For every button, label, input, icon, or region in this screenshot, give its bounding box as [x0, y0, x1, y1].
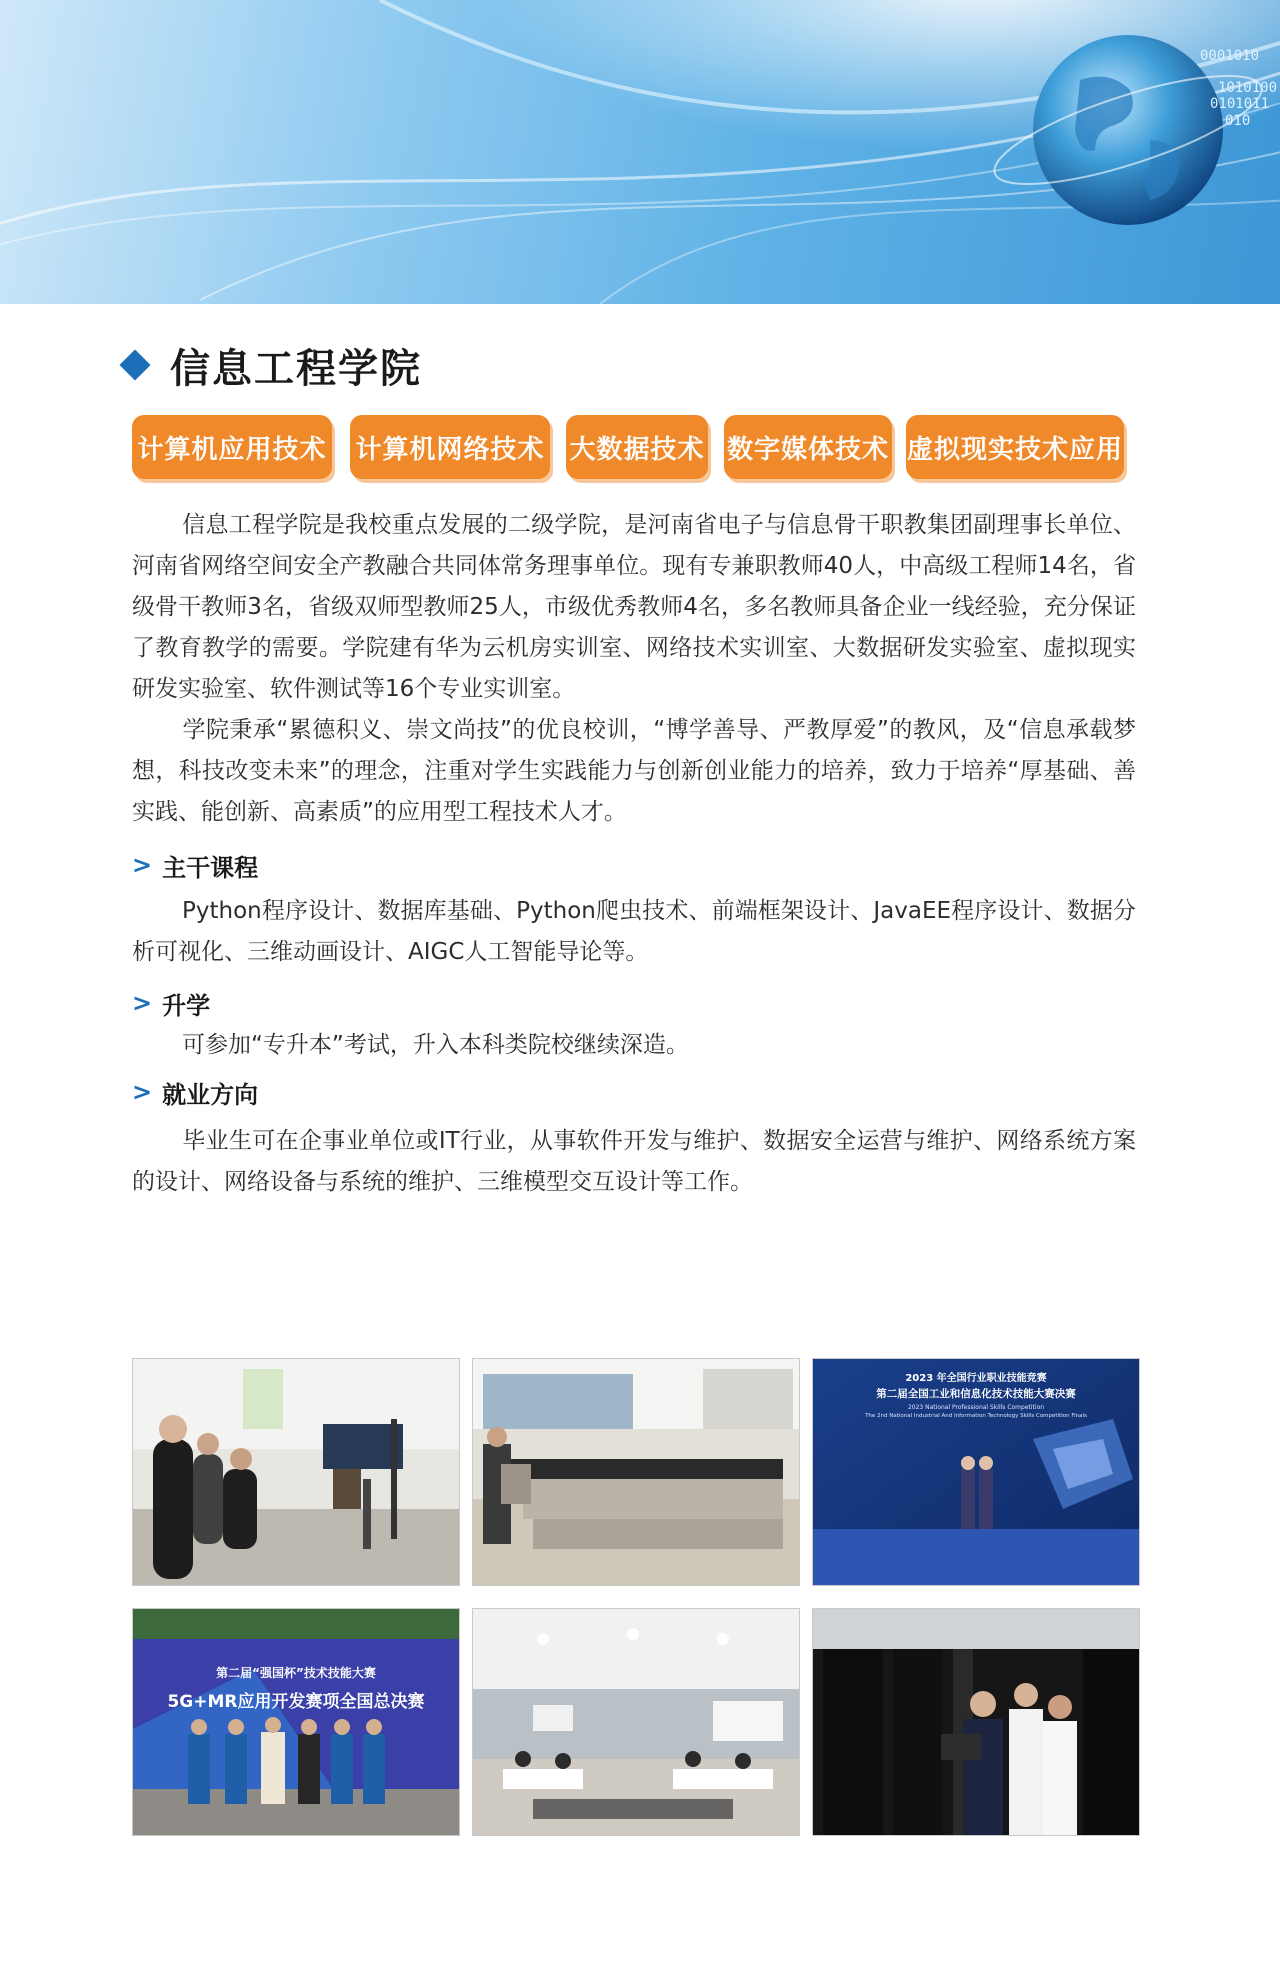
page-title-row — [124, 335, 422, 395]
diamond-bullet-icon — [119, 349, 150, 380]
section-heading-text: 就业方向 — [162, 1080, 259, 1109]
section-heading-further-study — [132, 986, 210, 1020]
majors-list — [0, 415, 1280, 481]
major-badge: 虚拟现实技术应用 — [906, 415, 1124, 479]
banner-text: 5G+MR应用开发赛项全国总决赛 — [167, 1692, 425, 1712]
intro-text: 信息工程学院是我校重点发展的二级学院，是河南省电子与信息骨干职教集团副理事长单位、河南省网络空间安全产教融合共同体常务理事单位。现有专兼职教师40人，中高级工程师14名，省级骨干教师3名，省级双师型教师25人，市级优秀教师4名，多名教师具备企业一线经验，充分保证了教育教学的需要。学院建有华为云机房实训室、网络技术实训室、大数据研发实验室、虚拟现实研发实验室、软件测试等16个专业实训室。 — [132, 512, 1136, 702]
chevron-right-icon: > — [132, 989, 153, 1017]
career-paragraph — [132, 1121, 1136, 1203]
chevron-right-icon: > — [132, 1078, 153, 1106]
intro-text: 学院秉承“累德积义、崇文尚技”的优良校训，“博学善导、严教厚爱”的教风，及“信息承载梦想，科技改变未来”的理念，注重对学生实践能力与创新创业能力的培养，致力于培养“厚基础、善实践、能创新、高素质”的应用型工程技术人才。 — [132, 717, 1136, 825]
banner-binary-text: 010 — [1225, 113, 1251, 129]
section-heading-career — [132, 1075, 258, 1109]
banner-binary-text: 1010100 — [1218, 80, 1278, 96]
photo-vr-demo — [132, 1358, 460, 1586]
photo-competition-stage — [812, 1358, 1140, 1586]
major-badge: 计算机应用技术 — [132, 415, 332, 479]
career-text: 毕业生可在企事业单位或IT行业，从事软件开发与维护、数据安全运营与维护、网络系统方案的设计、网络设备与系统的维护、三维模型交互设计等工作。 — [132, 1128, 1136, 1195]
photo-server-room — [812, 1608, 1140, 1836]
stage-banner-text: 2023 National Professional Skills Competition — [907, 1404, 1045, 1411]
further-study-text: 可参加“专升本”考试，升入本科类院校继续深造。 — [182, 1032, 689, 1058]
section-heading-text: 主干课程 — [162, 853, 259, 882]
stage-banner-text: The 2nd National Industrial And Information Technology Skills Competition Finals — [865, 1413, 1087, 1419]
stage-banner-text: 第二届全国工业和信息化技术技能大赛决赛 — [876, 1388, 1076, 1400]
photo-computer-lab — [472, 1358, 800, 1586]
globe-banner-graphic — [0, 0, 1280, 304]
intro-paragraph-1 — [132, 505, 1136, 710]
major-badge: 数字媒体技术 — [724, 415, 892, 479]
major-badge: 计算机网络技术 — [350, 415, 550, 479]
courses-text: Python程序设计、数据库基础、Python爬虫技术、前端框架设计、JavaEE程序设计、数据分析可视化、三维动画设计、AIGC人工智能导论等。 — [132, 898, 1136, 965]
further-study-paragraph — [132, 1025, 1136, 1066]
header-banner — [0, 0, 1280, 304]
globe-icon — [1033, 35, 1223, 225]
banner-binary-text: 0001010 — [1200, 48, 1260, 64]
section-heading-text: 升学 — [162, 991, 211, 1020]
page-title: 信息工程学院 — [170, 345, 422, 392]
stage-banner-text: 2023 年全国行业职业技能竞赛 — [905, 1373, 1047, 1384]
photo-team-banner — [132, 1608, 460, 1836]
courses-paragraph — [132, 891, 1136, 973]
photo-lecture-hall — [472, 1608, 800, 1836]
banner-text: 第二届“强国杯”技术技能大赛 — [216, 1666, 376, 1680]
section-heading-courses — [132, 848, 258, 882]
chevron-right-icon: > — [132, 851, 153, 879]
banner-binary-text: 0101011 — [1210, 96, 1270, 112]
intro-paragraph-2 — [132, 710, 1136, 833]
major-badge: 大数据技术 — [566, 415, 708, 479]
